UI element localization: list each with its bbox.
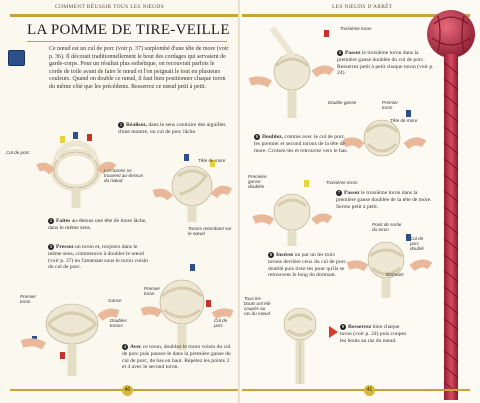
step-4-number: 4: [123, 344, 127, 349]
step-7-lead: Passez: [344, 190, 360, 196]
step-4-body: ce toron, doublez le toron voisin du cul de porc puis passez-le dans la première ganse du cul de porc, de bas en haut. Répétez les points 3 et 4 avec le second toron.: [122, 344, 231, 371]
step-9-body: bien chaque toron (voir p. 24) puis coupez les bouts au ras du nœud.: [340, 324, 407, 344]
label-tous-les-bouts: Tous les bouts ont été coupés au ras du nœud: [244, 296, 271, 316]
step-5-number: 5: [338, 50, 342, 55]
step-2-body: au-dessus une tête de more lâche, dans le même sens.: [48, 218, 147, 231]
step-8-number: 8: [269, 252, 273, 257]
step-3-body: un toron et, toujours dans le même sens, commencez à doubler le nœud (voir p. 37) en l'amenant sous le toron voisin du cul de porc.: [48, 244, 148, 271]
step-8-body: un par un les trois torons derrière ceux du cul de porc doublé puis tirez-les pour qu'ils se retrouvent le long du dormant.: [268, 252, 346, 279]
page-number-left: 40: [122, 385, 133, 396]
step5-illustration: [246, 22, 336, 118]
label-cul-de-porc: Cul de porc: [6, 150, 30, 155]
page-number-right: 41: [364, 385, 375, 396]
step-7-text: [336, 190, 434, 210]
label-premier-toron-2: Premier toron: [144, 286, 161, 296]
step-4-text: [122, 344, 234, 371]
label-torons-au-bout: Les torons se trouvent au-dessus du nœud: [104, 168, 144, 183]
red-arrow-icon: [329, 326, 338, 338]
step-3-text: [48, 244, 152, 271]
label-tete-de-more: Tête de more: [198, 158, 226, 163]
label-cul-de-porc-double: Cul de porc doublé: [410, 236, 424, 251]
step-6-body: comme avec le cul de porc, les premier et second torons de la tête de more. Croisez-les et retrouvez vers le bas.: [254, 134, 348, 154]
label-tete-de-more-right: Tête de more: [390, 118, 418, 123]
step-8-text: [268, 252, 350, 279]
label-ganse: Ganse: [108, 298, 122, 303]
title-rule: [27, 41, 227, 42]
step-2-text: [48, 218, 148, 232]
label-troisieme-toron: Troisième toron: [340, 26, 372, 31]
step-2-lead: Faites: [56, 218, 71, 224]
label-point-de-sortie: Point de sortie du toron: [372, 222, 402, 232]
step-9-number: 9: [341, 324, 345, 329]
label-double-ganse: Double ganse: [328, 100, 357, 105]
step-3-lead: Pressez: [56, 244, 74, 250]
step-9-lead: Resserrez: [348, 324, 372, 330]
step-8-lead: Insérez: [276, 252, 294, 258]
step-5-text: [337, 50, 435, 77]
label-premier-toron-right: Premier toron: [382, 100, 399, 110]
intro-text: Ce nœud est un cul de porc (voir p. 37) surplombé d'une tête de more (voir p. 36). Il décorait traditionnellement le bout des cordages qui servaient de garde-corps. Pour un résultat plus esthétique, on recouvrait parfois le corde de toile avant de faire le nœud et l'on peignait le tout en plusieurs couleurs. Quand on double ce nœud, il faut bien positionner chaque toron du même côté que les précédents. Resserrez ce nœud petit à petit.: [49, 46, 229, 90]
step-7-number: 7: [337, 190, 341, 195]
step-1-body: dans le sens contraire des aiguilles d'une montre, un cul de porc lâche.: [118, 122, 226, 135]
step9-illustration: [268, 296, 332, 384]
label-premiere-ganse-doublee: Première ganse doublée: [248, 174, 267, 189]
label-premier-toron: Premier toron: [20, 294, 37, 304]
step-7-body: le troisième toron dans la première ganse doublée de la tête de more. Serrez petit à petit.: [336, 190, 432, 210]
header-band: [10, 14, 238, 17]
step-6-lead: Doublez,: [262, 134, 283, 140]
step-1-lead: Réalisez,: [126, 122, 147, 128]
step-6-number: 6: [255, 134, 259, 139]
step-2-number: 2: [49, 218, 53, 223]
running-header-left: COMMENT RÉUSSIR TOUS LES NŒUDS: [55, 4, 164, 10]
label-dormant: Dormant: [386, 272, 404, 277]
step-6-text: [254, 134, 348, 154]
page-title: LA POMME DE TIRE-VEILLE: [27, 22, 230, 38]
step-1-text: [118, 122, 230, 136]
step4-illustration: [138, 262, 234, 350]
step6-illustration: [340, 104, 426, 170]
step-1-number: 1: [119, 122, 123, 127]
step-5-lead: Passez: [345, 50, 361, 56]
running-header-right: LES NŒUDS D'ARRÊT: [332, 4, 393, 10]
footer-band-right: [242, 389, 470, 391]
label-cul-de-porc-2: Cul de porc: [214, 318, 228, 328]
step-3-number: 3: [49, 244, 53, 249]
rope-icon: [8, 50, 25, 66]
step-9-text: [340, 324, 410, 344]
step-5-body: le troisième toron dans la première ganse doublée du cul de porc. Resserrez petit à petit chaque toron (voir p. 24).: [337, 50, 434, 77]
right-page: [240, 0, 480, 403]
step-4-lead: Avec: [130, 344, 142, 350]
label-doubles-torons: Doubles torons: [110, 318, 127, 328]
label-torons-retombant: Torons retombant sur le nœud: [188, 226, 232, 236]
label-troisieme-toron-2: Troisième toron: [326, 180, 358, 185]
finished-knot-photo: [424, 2, 478, 400]
